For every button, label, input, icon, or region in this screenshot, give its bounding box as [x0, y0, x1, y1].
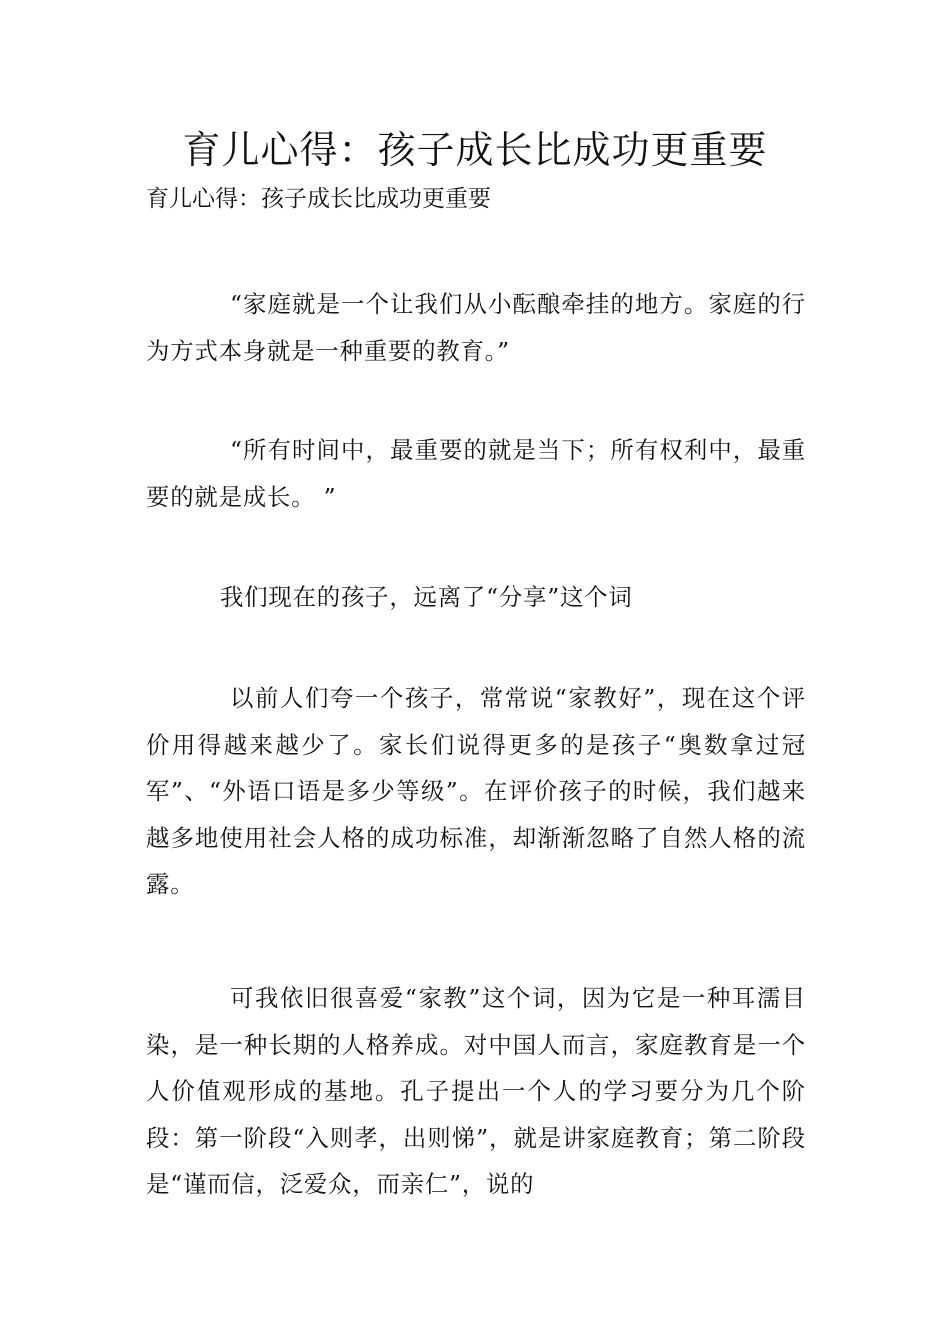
- paragraph-family-education: 以前人们夸一个孩子，常常说“家教好”，现在这个评价用得越来越少了。家长们说得更多的是孩子“奥数拿过冠军”、“外语口语是多少等级”。在评价孩子的时候，我们越来越多地使用社会人格的成功标准，却渐渐忽略了自然人格的流露。: [146, 684, 806, 898]
- paragraph-growth-quote: “所有时间中，最重要的就是当下；所有权利中，最重要的就是成长。 ”: [146, 436, 806, 511]
- document-subtitle: 育儿心得：孩子成长比成功更重要: [146, 186, 491, 212]
- document-title: 育儿心得：孩子成长比成功更重要: [182, 128, 768, 172]
- paragraph-family-quote: “家庭就是一个让我们从小酝酿牵挂的地方。家庭的行为方式本身就是一种重要的教育。”: [146, 290, 806, 365]
- paragraph-confucius: 可我依旧很喜爱“家教”这个词，因为它是一种耳濡目染，是一种长期的人格养成。对中国人而言，家庭教育是一个人价值观形成的基地。孔子提出一个人的学习要分为几个阶段：第一阶段“入则孝，出则悌”，就是讲家庭教育；第二阶段是“谨而信，泛爱众，而亲仁”，说的: [146, 984, 806, 1198]
- paragraph-section-heading: 我们现在的孩子，远离了“分享”这个词: [220, 583, 633, 611]
